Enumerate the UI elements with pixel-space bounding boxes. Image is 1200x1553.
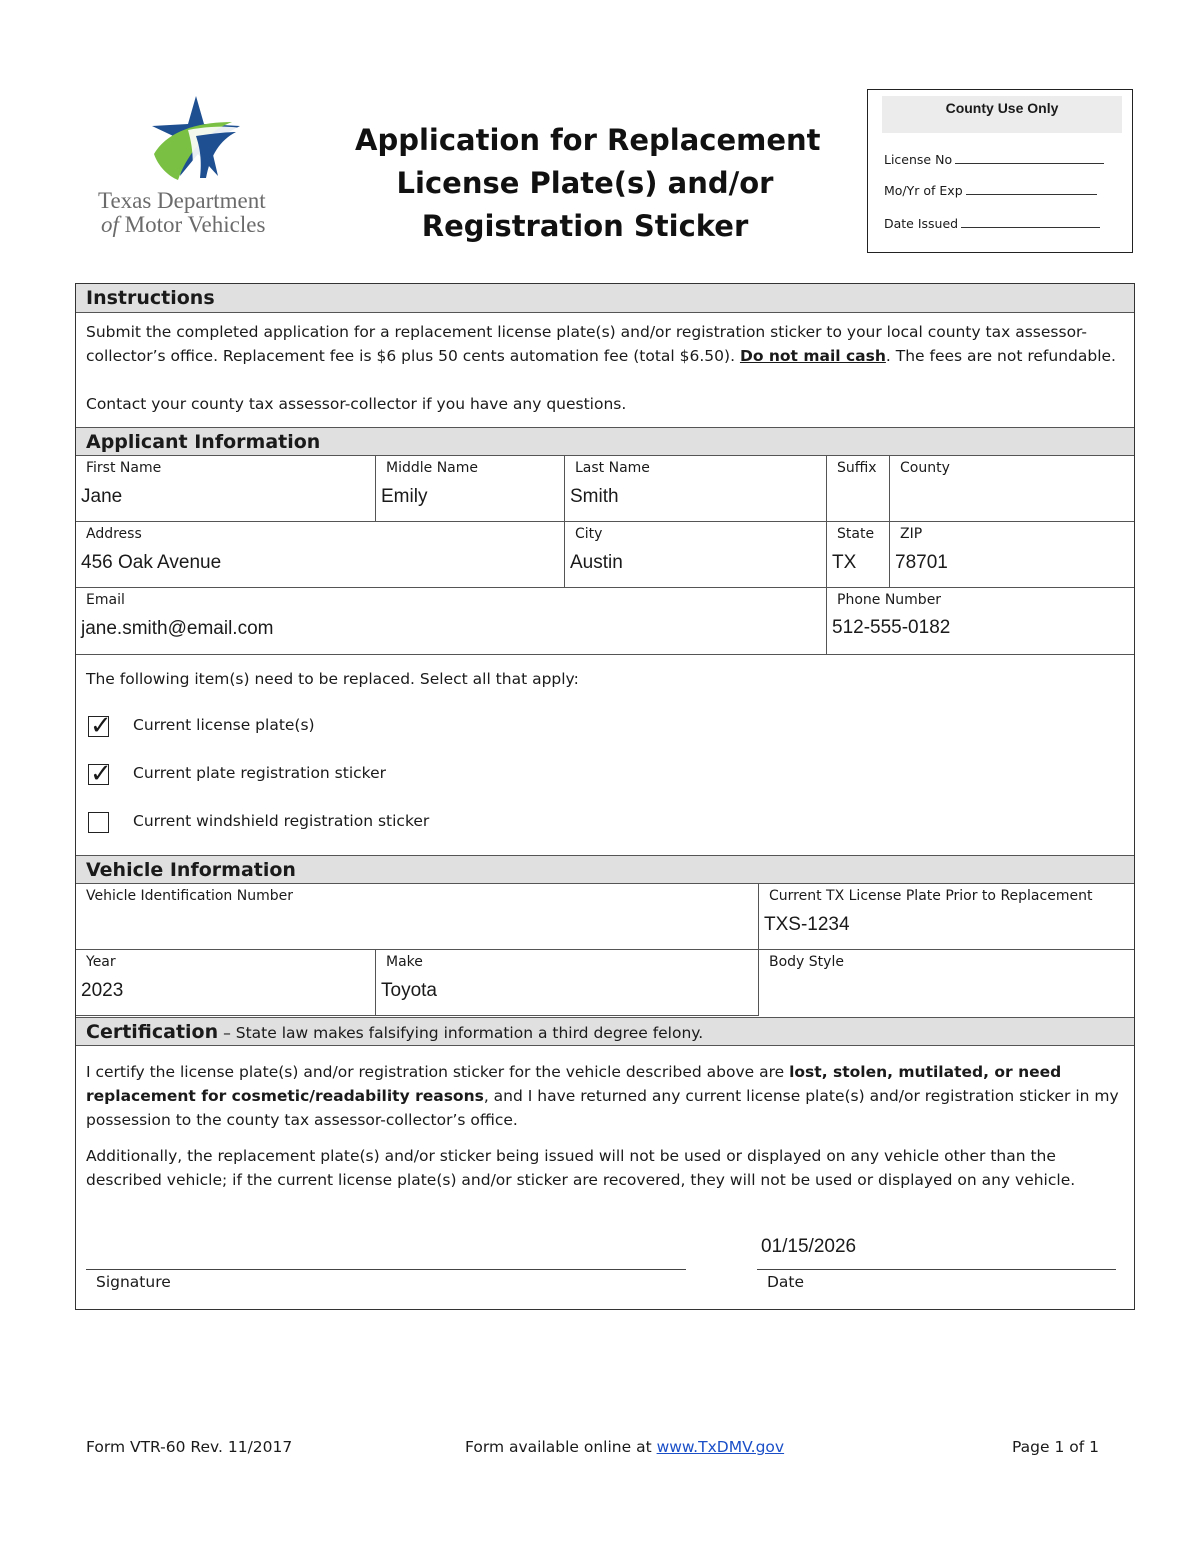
last-name-field[interactable] — [565, 456, 827, 522]
application-form — [75, 283, 1135, 1310]
certification-warning: – State law makes falsifying information a third degree felony. — [218, 1024, 704, 1042]
txdmv-link[interactable]: www.TxDMV.gov — [656, 1438, 785, 1456]
current-plate-field[interactable] — [759, 884, 1134, 950]
checkbox-windshield-sticker[interactable] — [88, 812, 109, 833]
checkbox-label: Current plate registration sticker — [133, 764, 386, 782]
license-no-label: License No — [884, 152, 953, 167]
city-label: City — [575, 526, 603, 542]
county-use-box — [867, 89, 1133, 253]
city-value[interactable]: Austin — [570, 552, 623, 573]
email-field[interactable] — [76, 588, 827, 655]
address-value[interactable]: 456 Oak Avenue — [81, 552, 222, 573]
license-no-blank[interactable] — [955, 152, 1104, 164]
checkmark-icon: ✓ — [90, 759, 112, 789]
title-line2: License Plate(s) and/or — [396, 166, 774, 200]
exp-field[interactable] — [884, 183, 1097, 198]
last-name-value[interactable]: Smith — [570, 486, 619, 507]
txdmv-logo — [96, 96, 306, 246]
middle-name-field[interactable] — [376, 456, 565, 522]
year-value[interactable]: 2023 — [81, 980, 124, 1001]
replacement-prompt: The following item(s) need to be replaced. Select all that apply: — [86, 670, 579, 688]
date-issued-label: Date Issued — [884, 216, 959, 231]
signature-label: Signature — [96, 1273, 171, 1291]
email-label: Email — [86, 592, 125, 608]
certification-paragraph-2: Additionally, the replacement plate(s) and/or sticker being issued will not be used or displayed on any vehicle other than the described vehicle; if the current license plate(s) and/or sticker are recovered, they will not be used or displayed on any vehicle. — [86, 1147, 1076, 1189]
star-swoosh-icon — [148, 96, 242, 182]
phone-label: Phone Number — [837, 592, 942, 608]
form-id: Form VTR-60 Rev. 11/2017 — [86, 1438, 293, 1456]
first-name-field[interactable] — [76, 456, 376, 522]
body-style-field[interactable] — [759, 950, 1134, 1016]
body-style-label: Body Style — [769, 954, 844, 970]
zip-value[interactable]: 78701 — [895, 552, 948, 573]
instructions-contact: Contact your county tax assessor-collector if you have any questions. — [86, 395, 627, 413]
year-field[interactable] — [76, 950, 376, 1016]
state-value[interactable]: TX — [832, 552, 857, 573]
zip-field[interactable] — [890, 522, 1134, 588]
county-field[interactable] — [890, 456, 1134, 522]
license-no-field[interactable] — [884, 152, 1104, 167]
instructions-text — [86, 320, 1126, 368]
exp-label: Mo/Yr of Exp — [884, 183, 963, 198]
title-line1: Application for Replacement — [355, 123, 821, 157]
date-label: Date — [767, 1273, 805, 1291]
exp-blank[interactable] — [966, 183, 1097, 195]
certification-title: Certification — [86, 1021, 219, 1043]
agency-of: of — [101, 212, 119, 237]
date-issued-blank[interactable] — [961, 216, 1100, 228]
instructions-text-a: Submit the completed application for a replacement license plate(s) and/or registration sticker to your local county tax assessor-collector’s office. Replacement fee is $6 plus 50 cents automation fee (total $6.50). — [86, 323, 1088, 365]
cert-p1-b: , and I have returned any current license plate(s) and/or registration sticker in my possession to the county tax assessor-collector’s office. — [86, 1087, 1119, 1129]
current-plate-value[interactable]: TXS-1234 — [764, 914, 850, 935]
online-note-text: Form available online at — [465, 1438, 657, 1456]
checkbox-label: Current license plate(s) — [133, 716, 315, 734]
suffix-label: Suffix — [837, 460, 877, 476]
first-name-label: First Name — [86, 460, 162, 476]
date-line[interactable] — [757, 1269, 1116, 1270]
state-field[interactable] — [827, 522, 890, 588]
applicant-heading: Applicant Information — [76, 427, 1134, 456]
date-issued-field[interactable] — [884, 216, 1100, 231]
no-cash-warning: Do not mail cash — [739, 347, 886, 365]
zip-label: ZIP — [900, 526, 923, 542]
cert-p1-a: I certify the license plate(s) and/or registration sticker for the vehicle described above are — [86, 1063, 790, 1081]
agency-name-line1: Texas Department — [98, 188, 266, 213]
phone-value[interactable]: 512-555-0182 — [832, 617, 951, 638]
email-value[interactable]: jane.smith@email.com — [81, 618, 274, 639]
county-use-heading: County Use Only — [882, 96, 1122, 133]
vehicle-heading: Vehicle Information — [76, 855, 1134, 884]
vin-label: Vehicle Identification Number — [86, 888, 293, 904]
form-title — [355, 119, 821, 248]
title-line3: Registration Sticker — [421, 209, 749, 243]
suffix-field[interactable] — [827, 456, 890, 522]
middle-name-label: Middle Name — [386, 460, 478, 476]
year-label: Year — [86, 954, 116, 970]
date-value[interactable]: 01/15/2026 — [761, 1236, 857, 1257]
cert-p1-bold: lost, stolen, mutilated, or need replacement for cosmetic/readability reasons — [86, 1063, 1062, 1105]
address-field[interactable] — [76, 522, 565, 588]
middle-name-value[interactable]: Emily — [381, 486, 428, 507]
make-label: Make — [386, 954, 423, 970]
instructions-text-b: . The fees are not refundable. — [885, 347, 1116, 365]
replacement-items — [76, 655, 1134, 855]
phone-field[interactable] — [827, 588, 1134, 655]
certification-heading — [76, 1017, 1134, 1046]
current-plate-label: Current TX License Plate Prior to Replacement — [769, 888, 1093, 904]
checkbox-plate-sticker[interactable] — [88, 759, 112, 789]
certification-paragraph-1 — [86, 1060, 1126, 1132]
city-field[interactable] — [565, 522, 827, 588]
state-label: State — [837, 526, 875, 542]
agency-name-rest: Motor Vehicles — [124, 212, 266, 237]
checkmark-icon: ✓ — [90, 711, 112, 741]
agency-name-line2 — [101, 212, 265, 238]
make-field[interactable] — [376, 950, 759, 1016]
address-label: Address — [86, 526, 142, 542]
vin-field[interactable] — [76, 884, 759, 950]
instructions-heading: Instructions — [76, 284, 1134, 313]
online-note — [465, 1438, 784, 1456]
checkbox-license-plate[interactable] — [88, 711, 112, 741]
first-name-value[interactable]: Jane — [81, 486, 123, 507]
make-value[interactable]: Toyota — [381, 980, 437, 1001]
county-label: County — [900, 460, 950, 476]
signature-line[interactable] — [86, 1269, 686, 1270]
last-name-label: Last Name — [575, 460, 650, 476]
checkbox-label: Current windshield registration sticker — [133, 812, 430, 830]
page-number: Page 1 of 1 — [1012, 1438, 1099, 1456]
